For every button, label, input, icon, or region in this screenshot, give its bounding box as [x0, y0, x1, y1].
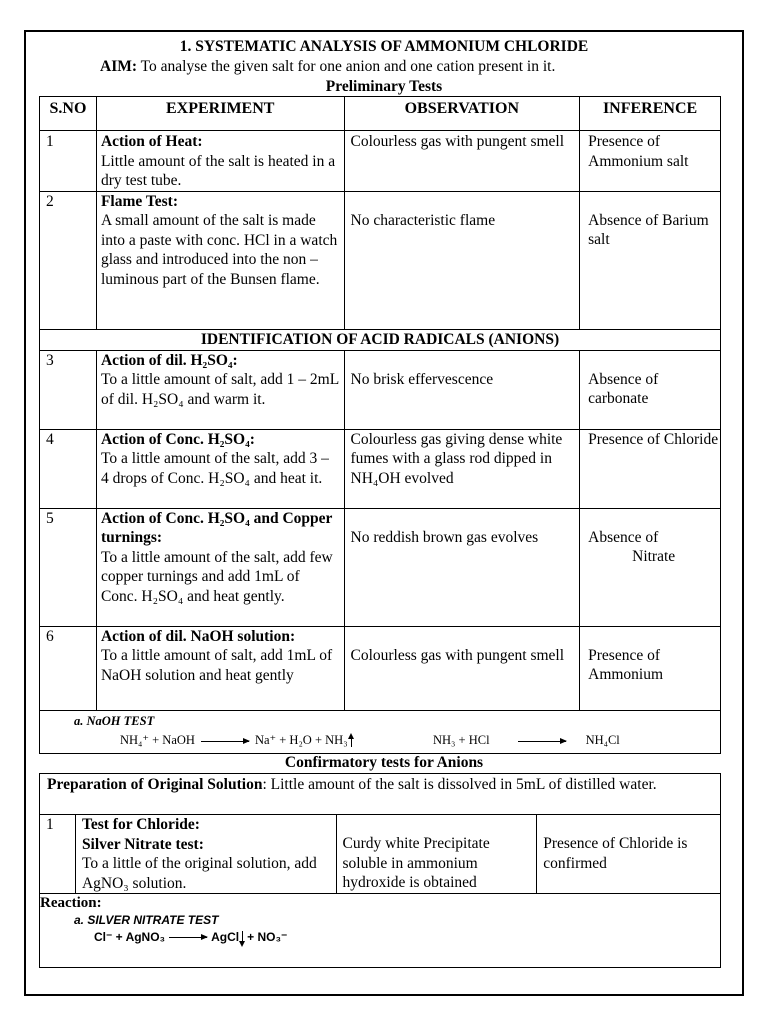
header-sno: S.NO [40, 97, 97, 131]
silver-rest: + NO₃⁻ [247, 930, 288, 944]
row-observation: Colourless gas giving dense white fumes with a glass rod dipped in NH₄OH evolved [344, 429, 580, 508]
naoh-equation [120, 731, 355, 751]
original-solution-cell [40, 774, 721, 815]
experiment-subtitle: Silver Nitrate test: [81, 835, 204, 853]
section-anions-heading: IDENTIFICATION OF ACID RADICALS (ANIONS) [40, 329, 721, 350]
aim-label: AIM: [100, 58, 138, 75]
row-inference: Presence of Chloride [580, 429, 721, 508]
experiment-body: A small amount of the salt is made into a paste with conc. HCl in a watch glass and introduced into the non – luminous part of the Bunsen flame. [100, 212, 338, 288]
arrow-up-icon [351, 735, 352, 747]
header-experiment: EXPERIMENT [96, 97, 344, 131]
arrow-right-icon [201, 741, 249, 742]
experiment-title: Action of Conc. H₂SO₄: [100, 430, 255, 448]
row-inference: Presence of Ammonium [580, 626, 721, 710]
page-title: 1. SYSTEMATIC ANALYSIS OF AMMONIUM CHLORIDE [179, 38, 589, 55]
experiment-body: To a little of the original solution, add AgNO₃ solution. [81, 855, 317, 892]
reaction-row [40, 894, 721, 968]
row-observation: No reddish brown gas evolves [344, 508, 580, 626]
table-row [40, 350, 721, 429]
silver-nitrate-test-label: a. SILVER NITRATE TEST [74, 913, 219, 927]
table-row [40, 191, 721, 329]
row-experiment [75, 815, 336, 894]
row-inference: Presence of Ammonium salt [580, 131, 721, 192]
experiment-body: Little amount of the salt is heated in a dry test tube. [100, 152, 336, 189]
table-row [40, 429, 721, 508]
reaction-label: Reaction: [40, 895, 102, 911]
original-solution-row [40, 774, 721, 815]
row-experiment [96, 350, 344, 429]
experiment-body: To a little amount of the salt, add 3 – 4 drops of Conc. H₂SO₄ and heat it. [100, 450, 329, 487]
silver-lhs: Cl⁻ + AgNO₃ [94, 930, 166, 944]
experiment-title: Test for Chloride: [81, 816, 200, 833]
table-header-row [40, 97, 721, 131]
experiment-title: Flame Test: [100, 192, 178, 210]
naoh-test-cell [40, 710, 721, 753]
row-inference: Presence of Chloride is confirmed [537, 815, 721, 894]
inference-line-1: Absence of [588, 528, 659, 546]
row-observation: Colourless gas with pungent smell [344, 131, 580, 192]
experiment-body: To a little amount of salt, add 1 – 2mL of dil. H₂SO₄ and warm it. [100, 371, 339, 408]
original-solution-label: Preparation of Original Solution [47, 776, 263, 793]
silver-product: AgCl [211, 930, 240, 944]
hcl-lhs: NH₃ + HCl [433, 733, 490, 747]
row-sno: 1 [40, 131, 97, 192]
row-experiment [96, 131, 344, 192]
row-sno: 3 [40, 350, 97, 429]
arrow-right-icon [518, 741, 566, 742]
preliminary-heading: Preliminary Tests [325, 78, 443, 95]
hcl-equation [433, 731, 620, 751]
experiment-body: To a little amount of salt, add 1mL of NaOH solution and heat gently [100, 647, 333, 684]
row-sno: 1 [40, 815, 76, 894]
reaction-cell [40, 894, 721, 968]
table-row [40, 815, 721, 894]
header-inference: INFERENCE [580, 97, 721, 131]
naoh-lhs: NH₄⁺ + NaOH [120, 733, 195, 747]
experiment-title: Action of dil. NaOH solution: [100, 627, 296, 645]
arrow-right-icon [169, 937, 207, 938]
experiment-body: To a little amount of the salt, add few copper turnings and add 1mL of Conc. H₂SO₄ and heat gently. [100, 548, 333, 605]
row-sno: 5 [40, 508, 97, 626]
table-row [40, 626, 721, 710]
arrow-down-icon [242, 931, 243, 945]
original-solution-text: : Little amount of the salt is dissolved in 5mL of distilled water. [262, 776, 657, 793]
row-experiment [96, 191, 344, 329]
analysis-table [39, 96, 721, 754]
naoh-test-label: a. NaOH TEST [74, 713, 155, 728]
row-inference [580, 508, 721, 626]
confirmatory-heading: Confirmatory tests for Anions [284, 754, 484, 771]
hcl-rhs: NH₄Cl [585, 733, 620, 747]
header-observation: OBSERVATION [344, 97, 580, 131]
confirmatory-table [39, 773, 721, 968]
reaction-row [40, 710, 721, 753]
aim-line [100, 58, 555, 76]
row-sno: 2 [40, 191, 97, 329]
section-row [40, 329, 721, 350]
table-row [40, 131, 721, 192]
row-inference: Absence of Barium salt [580, 191, 721, 329]
naoh-rhs: Na⁺ + H₂O + NH₃ [254, 733, 348, 747]
row-experiment [96, 626, 344, 710]
row-observation: No characteristic flame [344, 191, 580, 329]
naoh-equations [74, 731, 720, 749]
row-sno: 6 [40, 626, 97, 710]
row-observation: Colourless gas with pungent smell [344, 626, 580, 710]
row-observation: Curdy white Precipitate soluble in ammonium hydroxide is obtained [336, 815, 537, 894]
row-experiment [96, 508, 344, 626]
experiment-title: Action of Heat: [100, 133, 203, 150]
experiment-title: Action of dil. H₂SO₄: [100, 351, 238, 369]
aim-text: To analyse the given salt for one anion and one cation present in it. [137, 58, 556, 75]
row-sno: 4 [40, 429, 97, 508]
experiment-title: Action of Conc. H₂SO₄ and Copper turnings: [100, 509, 333, 546]
row-inference: Absence of carbonate [580, 350, 721, 429]
silver-nitrate-equation [40, 928, 720, 946]
table-row [40, 508, 721, 626]
inference-line-2: Nitrate [632, 548, 676, 565]
row-observation: No brisk effervescence [344, 350, 580, 429]
row-experiment [96, 429, 344, 508]
